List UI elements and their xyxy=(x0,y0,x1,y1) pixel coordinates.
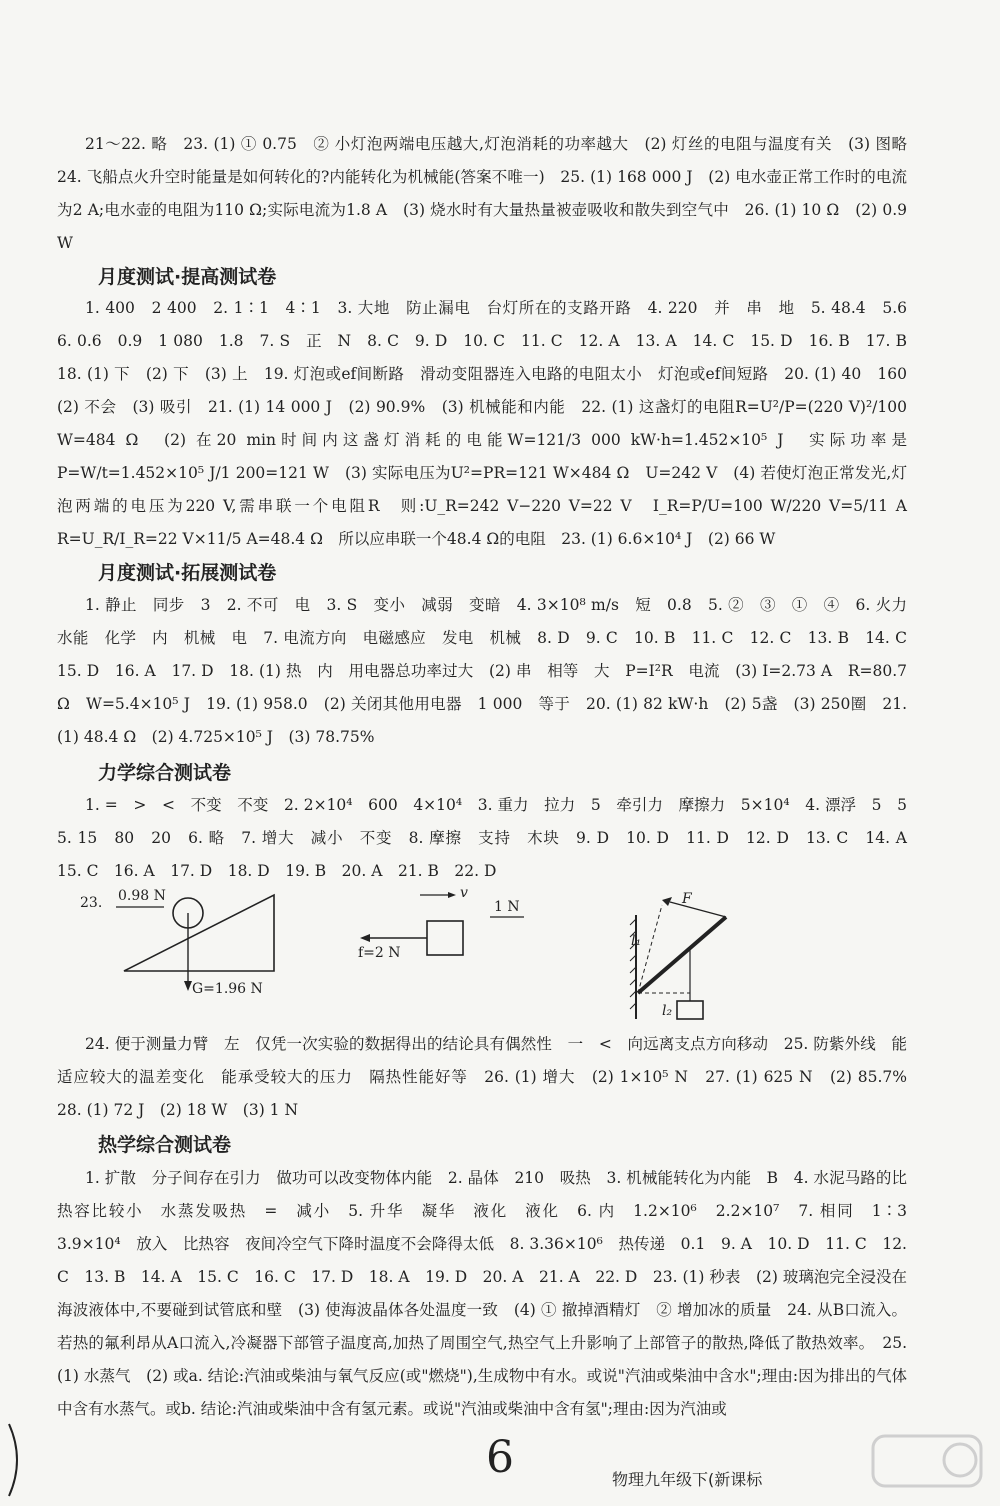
section-heading-improve: 月度测试·提高测试卷 xyxy=(98,266,277,288)
gravity-arrowhead xyxy=(184,981,192,991)
force-diagrams-svg xyxy=(80,885,760,1025)
fig3-l2-label: l₂ xyxy=(662,1003,673,1019)
mechanics-continued-paragraph: 24. 便于测量力臂 左 仅凭一次实验的数据得出的结论具有偶然性 一 < 向远离支点方向移动 25. 防紫外线 能适应较大的温差变化 能承受较大的压力 隔热性能好等 26. (1) 增大 (2) 1×10⁵ N 27. (1) 625 N (2) 85.7% 28. (1) 72 J (2) 18 W (3) 1 N xyxy=(57,1035,923,1119)
fig2-scale-label: 1 N xyxy=(494,899,520,915)
section-body-mechanics: 1. = > < 不变 不变 2. 2×10⁴ 600 4×10⁴ 3. 重力 拉力 5 牵引力 摩擦力 5×10⁴ 4. 漂浮 5 5 5. 15 80 20 6. 略 7. 增大 减小 不变 8. 摩擦 支持 木块 9. D 10. D 11. D 12. D 13. C 14. A 15. C 16. A 17. D 18. D 19. B 20. A 21. B 22. D xyxy=(57,796,923,880)
watermark-logo xyxy=(865,1430,990,1500)
intro-paragraph: 21～22. 略 23. (1) ① 0.75 ② 小灯泡两端电压越大,灯泡消耗的功率越大 (2) 灯丝的电阻与温度有关 (3) 图略 24. 飞船点火升空时能量是如何转化的?内能转化为机械能(答案不唯一) 25. (1) 168 000 J (2) 电水壶正常工作时的电流为2 A;电水壶的电阻为110 Ω;实际电流为1.8 A (3) 烧水时有大量热量被壶吸收和散失到空气中 26. (1) 10 Ω (2) 0.9 W xyxy=(57,135,923,252)
fig3-force-label: F xyxy=(682,891,692,907)
fig2-velocity-label: v xyxy=(460,885,468,901)
fig2-friction-label: f=2 N xyxy=(358,945,401,961)
section-heading-extend: 月度测试·拓展测试卷 xyxy=(98,562,277,584)
section-heading-thermal: 热学综合测试卷 xyxy=(98,1134,232,1156)
footer-subject: 物理九年级下(新课标 xyxy=(612,1470,763,1489)
force-F-arrow xyxy=(670,902,726,917)
fig1-top-label: 0.98 N xyxy=(118,888,166,904)
friction-arrowhead xyxy=(360,934,370,942)
section-body-extend: 1. 静止 同步 3 2. 不可 电 3. S 变小 减弱 变暗 4. 3×10⁸ m/s 短 0.8 5. ② ③ ① ④ 6. 火力 水能 化学 内 机械 电 7. 电流方向 电磁感应 发电 机械 8. D 9. C 10. B 11. C 12. C 13. B 14. C 15. D 16. A 17. D 18. (1) 热 内 用电器总功率过大 (2) 串 相等 大 P=I²R 电流 (3) I=2.73 A R=80.7 Ω W=5.4×10⁵ J 19. (1) 958.0 (2) 关闭其他用电器 1 000 等于 20. (1) 82 kW·h (2) 5盏 (3) 250圈 21. (1) 48.4 Ω (2) 4.725×10⁵ J (3) 78.75% xyxy=(57,596,923,746)
velocity-arrowhead xyxy=(448,892,456,898)
block-rect xyxy=(427,921,463,955)
fig1-gravity-label: G=1.96 N xyxy=(192,981,263,997)
section-body-improve: 1. 400 2 400 2. 1∶1 4∶1 3. 大地 防止漏电 台灯所在的支路开路 4. 220 并 串 地 5. 48.4 5.6 6. 0.6 0.9 1 080 1.8 7. S 正 N 8. C 9. D 10. C 11. C 12. A 13. A 14. C 15. D 16. B 17. B 18. (1) 下 (2) 下 (3) 上 19. 灯泡或ef间断路 滑动变阻器连入电路的电阻太小 灯泡或ef间短路 20. (1) 40 160 (2) 不会 (3) 吸引 21. (1) 14 000 J (2) 90.9% (3) 机械能和内能 22. (1) 这盏灯的电阻R=U²/P=(220 V)²/100 W=484 Ω (2) 在20 min时间内这盏灯消耗的电能W=121/3 000 kW·h=1.452×10⁵ J 实际功率是P=W/t=1.452×10⁵ J/1 200=121 W (3) 实际电压为U²=PR=121 W×484 Ω U=242 V (4) 若使灯泡正常发光,灯泡两端的电压为220 V,需串联一个电阻R 则:U_R=242 V−220 V=22 V I_R=P/U=100 W/220 V=5/11 A R=U_R/I_R=22 V×11/5 A=48.4 Ω 所以应串联一个48.4 Ω的电阻 23. (1) 6.6×10⁴ J (2) 66 W xyxy=(57,299,923,548)
arm-l1-line xyxy=(638,905,662,993)
section-body-thermal: 1. 扩散 分子间存在引力 做功可以改变物体内能 2. 晶体 210 吸热 3. 机械能转化为内能 B 4. 水泥马路的比热容比较小 水蒸发吸热 = 减小 5. 升华 凝华 液化 液化 6. 内 1.2×10⁶ 2.2×10⁷ 7. 相同 1∶3 3.9×10⁴ 放入 比热容 夜间冷空气下降时温度不会降得太低 8. 3.36×10⁶ 热传递 0.1 9. A 10. D 11. C 12. C 13. B 14. A 15. C 16. C 17. D 18. A 19. D 20. A 21. A 22. D 23. (1) 秒表 (2) 玻璃泡完全浸没在海波液体中,不要碰到试管底和壁 (3) 使海波晶体各处温度一致 (4) ① 撤掉酒精灯 ② 增加冰的质量 24. 从B口流入。若热的氟利昂从A口流入,冷凝器下部管子温度高,加热了周围空气,热空气上升影响了上部管子的散热,降低了散热效率。 25. (1) 水蒸气 (2) 或a. 结论:汽油或柴油与氧气反应(或"燃烧"),生成物中有水。或说"汽油或柴油中含水";理由:因为排出的气体中含有水蒸气。或b. 结论:汽油或柴油中含有氢元素。或说"汽油或柴油中含有氢";理由:因为汽油或 xyxy=(57,1169,923,1418)
handwritten-page-number: 6 xyxy=(486,1432,514,1483)
weight-block xyxy=(677,1001,703,1019)
section-heading-mechanics: 力学综合测试卷 xyxy=(98,762,232,784)
mechanics-figures xyxy=(80,885,760,1025)
lever-rod xyxy=(638,917,726,993)
fig3-l1-label: l₁ xyxy=(631,933,642,949)
figure-number: 23. xyxy=(80,895,103,911)
margin-bracket-mark xyxy=(3,1420,33,1500)
